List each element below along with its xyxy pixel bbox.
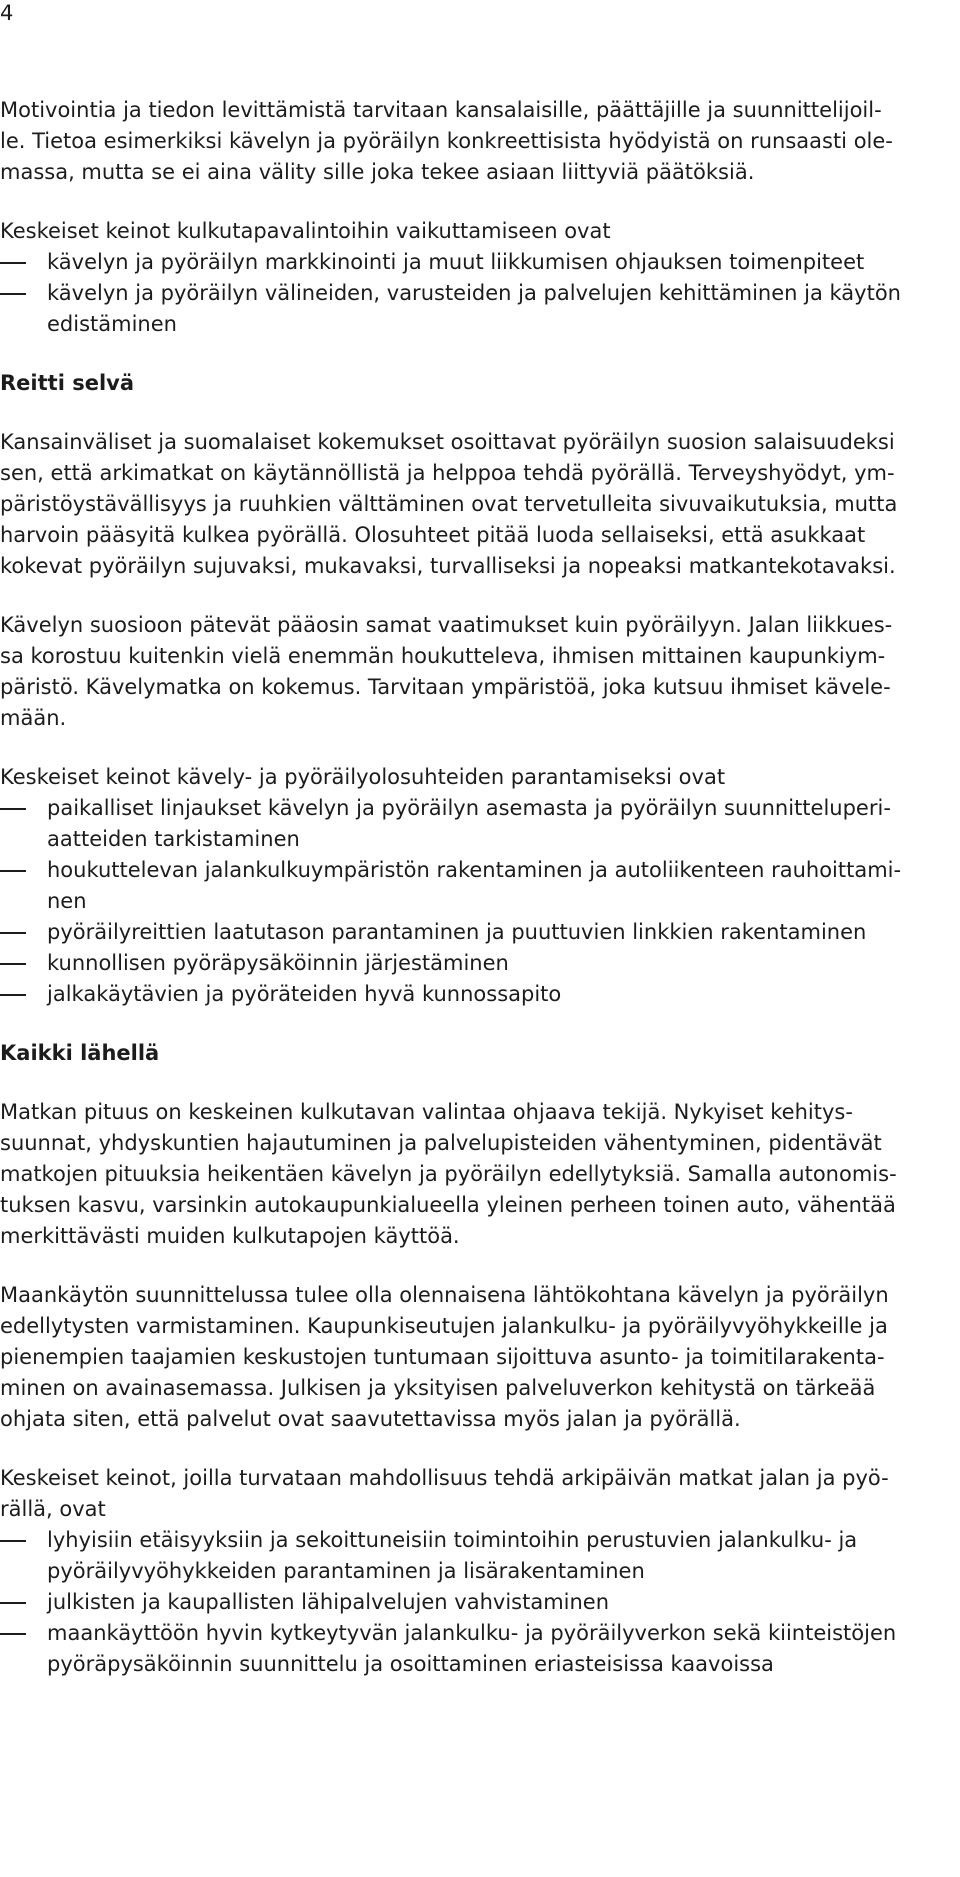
text-line: Matkan pituus on keskeinen kulkutavan valintaa ohjaava tekijä. Nykyiset kehitys- [0, 1100, 853, 1124]
list-item [0, 1618, 946, 1649]
reitti-paragraph-1 [0, 427, 946, 582]
text-line: matkojen pituuksia heikentäen kävelyn ja pyöräilyn edellytyksiä. Samalla autonomis- [0, 1162, 897, 1186]
list-item-continuation [0, 824, 946, 855]
text-line: suunnat, yhdyskuntien hajautuminen ja palvelupisteiden vähentyminen, pidentävät [0, 1131, 882, 1155]
list-item-text: kunnollisen pyöräpysäköinnin järjestäminen [47, 951, 509, 975]
list-item-continuation [0, 1556, 946, 1587]
means-list-everyday-trips [0, 1463, 946, 1680]
reitti-paragraph-2 [0, 610, 946, 734]
dash-bullet [0, 1602, 26, 1604]
list-title: Keskeiset keinot kävely- ja pyöräilyolosuhteiden parantamiseksi ovat [0, 765, 726, 789]
text-line: ohjata siten, että palvelut ovat saavutettavissa myös jalan ja pyörällä. [0, 1407, 741, 1431]
list-item-text: jalkakäytävien ja pyöräteiden hyvä kunnossapito [47, 982, 562, 1006]
list-title: rällä, ovat [0, 1497, 106, 1521]
dash-bullet [0, 963, 26, 965]
dash-bullet [0, 994, 26, 996]
text-line: tuksen kasvu, varsinkin autokaupunkialueella yleinen perheen toinen auto, vähentää [0, 1193, 896, 1217]
kaikki-paragraph-1 [0, 1097, 946, 1252]
text-line: pienempien taajamien keskustojen tuntumaan sijoittuva asunto- ja toimitilarakenta- [0, 1345, 885, 1369]
list-item-continuation [0, 309, 946, 340]
text-line: Kävelyn suosioon pätevät pääosin samat vaatimukset kuin pyöräilyyn. Jalan liikkues- [0, 613, 893, 637]
list-item-text: pyöräpysäköinnin suunnittelu ja osoittaminen eriasteisissa kaavoissa [47, 1652, 774, 1676]
section-heading: Reitti selvä [0, 371, 134, 395]
dash-bullet [0, 1633, 26, 1635]
page-number: 4 [0, 1, 14, 25]
dash-bullet [0, 262, 26, 264]
text-line: massa, mutta se ei aina välity sille joka tekee asiaan liittyviä päätöksiä. [0, 160, 755, 184]
text-line: päristö. Kävelymatka on kokemus. Tarvitaan ympäristöä, joka kutsuu ihmiset kävele- [0, 675, 891, 699]
list-item-text: houkuttelevan jalankulkuympäristön rakentaminen ja autoliikenteen rauhoittami- [47, 858, 902, 882]
page-content [0, 95, 946, 1680]
text-line: sa korostuu kuitenkin vielä enemmän houkutteleva, ihmisen mittainen kaupunkiym- [0, 644, 886, 668]
list-item-text: pyöräilyvyöhykkeiden parantaminen ja lisärakentaminen [47, 1559, 645, 1583]
list-item [0, 855, 946, 886]
section-heading: Kaikki lähellä [0, 1041, 160, 1065]
text-line: mään. [0, 706, 67, 730]
dash-bullet [0, 870, 26, 872]
text-line: Kansainväliset ja suomalaiset kokemukset osoittavat pyöräilyn suosion salaisuudeksi [0, 430, 895, 454]
list-item-text: paikalliset linjaukset kävelyn ja pyöräilyn asemasta ja pyöräilyn suunnitteluperi- [47, 796, 891, 820]
text-line: le. Tietoa esimerkiksi kävelyn ja pyöräilyn konkreettisista hyödyistä on runsaasti ole- [0, 129, 893, 153]
means-list-choices [0, 216, 946, 340]
text-line: Maankäytön suunnittelussa tulee olla olennaisena lähtökohtana kävelyn ja pyöräilyn [0, 1283, 889, 1307]
list-item-text: maankäyttöön hyvin kytkeytyvän jalankulku- ja pyöräilyverkon sekä kiinteistöjen [47, 1621, 897, 1645]
text-line: edellytysten varmistaminen. Kaupunkiseutujen jalankulku- ja pyöräilyvyöhykkeille ja [0, 1314, 888, 1338]
list-item [0, 278, 946, 309]
list-title: Keskeiset keinot kulkutapavalintoihin vaikuttamiseen ovat [0, 219, 611, 243]
list-title: Keskeiset keinot, joilla turvataan mahdollisuus tehdä arkipäivän matkat jalan ja pyö- [0, 1466, 889, 1490]
text-line: sen, että arkimatkat on käytännöllistä ja helppoa tehdä pyörällä. Terveyshyödyt, ym- [0, 461, 895, 485]
text-line: Motivointia ja tiedon levittämistä tarvitaan kansalaisille, päättäjille ja suunnittelijoil- [0, 98, 882, 122]
list-item-text: pyöräilyreittien laatutason parantaminen ja puuttuvien linkkien rakentaminen [47, 920, 867, 944]
text-line: minen on avainasemassa. Julkisen ja yksityisen palveluverkon kehitystä on tärkeää [0, 1376, 876, 1400]
text-line: merkittävästi muiden kulkutapojen käyttöä. [0, 1224, 460, 1248]
list-item-text: lyhyisiin etäisyyksiin ja sekoittuneisiin toimintoihin perustuvien jalankulku- ja [47, 1528, 858, 1552]
list-item-text: kävelyn ja pyöräilyn välineiden, varusteiden ja palvelujen kehittäminen ja käytön [47, 281, 901, 305]
list-item [0, 1587, 946, 1618]
list-item [0, 1525, 946, 1556]
list-item [0, 917, 946, 948]
dash-bullet [0, 1540, 26, 1542]
dash-bullet [0, 932, 26, 934]
means-list-conditions [0, 762, 946, 1010]
text-line: harvoin pääsyitä kulkea pyörällä. Olosuhteet pitää luoda sellaiseksi, että asukkaat [0, 523, 866, 547]
list-item [0, 948, 946, 979]
text-line: kokevat pyöräilyn sujuvaksi, mukavaksi, turvalliseksi ja nopeaksi matkantekotavaksi. [0, 554, 896, 578]
list-item-text: julkisten ja kaupallisten lähipalvelujen vahvistaminen [47, 1590, 610, 1614]
list-item [0, 247, 946, 278]
dash-bullet [0, 808, 26, 810]
list-item [0, 979, 946, 1010]
dash-bullet [0, 293, 26, 295]
list-item-text: aatteiden tarkistaminen [47, 827, 300, 851]
list-item-text: nen [47, 889, 87, 913]
list-item-text: edistäminen [47, 312, 177, 336]
list-item-text: kävelyn ja pyöräilyn markkinointi ja muut liikkumisen ohjauksen toimenpiteet [47, 250, 865, 274]
intro-paragraph [0, 95, 946, 188]
list-item-continuation [0, 886, 946, 917]
list-item [0, 793, 946, 824]
text-line: päristöystävällisyys ja ruuhkien välttäminen ovat tervetulleita sivuvaikutuksia, mutta [0, 492, 898, 516]
kaikki-paragraph-2 [0, 1280, 946, 1435]
list-item-continuation [0, 1649, 946, 1680]
